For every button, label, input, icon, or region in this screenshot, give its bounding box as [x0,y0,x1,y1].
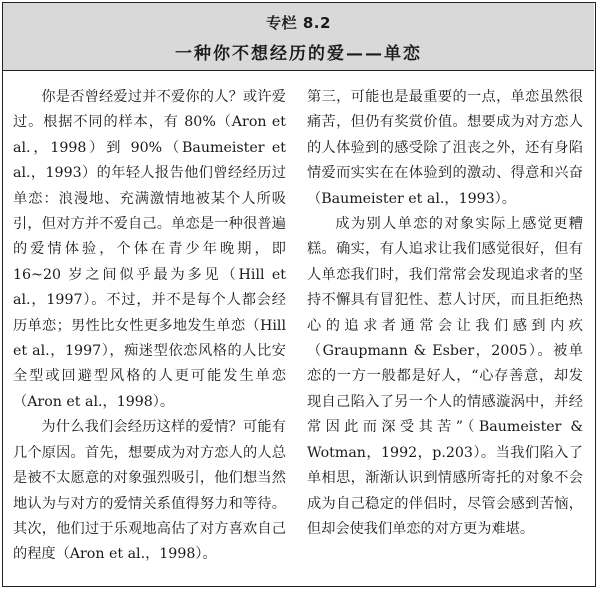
right-paragraph-2: 成为别人单恋的对象实际上感觉更糟糕。确实，有人追求让我们感觉很好，但有人单恋我们时，我们常常会发现追求者的坚持不懈具有冒犯性、惹人讨厌，而且拒绝热心的追求者通常会让我们感到内疚（Graupmann & Esber，2005）。被单恋的一方一般都是好人，“心存善意，却发现自己陷入了另一个人的情感漩涡中，并经常因此而深受其苦”（Baumeister & Wotman，1992，p.203）。当我们陷入了单相思，渐渐认识到情感所寄托的对象不会成为自己稳定的伴侣时，尽管会感到苦恼，但却会使我们单恋的对方更为难堪。 [307,216,583,537]
left-column [13,85,286,568]
right-column [307,85,583,542]
left-paragraph-2: 为什么我们会经历这样的爱情？可能有几个原因。首先，想要成为对方恋人的人总是被不太愿意的对象强烈吸引，他们想当然地认为与对方的爱情关系值得努力和等待。其次，他们过于乐观地高估了对方喜欢自己的程度（Aron et al.，1998）。 [13,419,286,563]
left-paragraph-1: 你是否曾经爱过并不爱你的人？或许爱过。根据不同的样本，有 80%（Aron et al.，1998）到 90%（Baumeister et al.，1993）的年轻人报告他们曾经经历过单恋：浪漫地、充满激情地被某个人所吸引，但对方并不爱自己。单恋是一种很普遍的爱情体验，个体在青少年晚期，即 16~20 岁之间似乎最为多见（Hill et al.，1997）。不过，并不是每个人都会经历单恋；男性比女性更多地发生单恋（Hill et al.，1997），痴迷型依恋风格的人比安全型或回避型风格的人更可能发生单恋（Aron et al.，1998）。 [13,89,286,410]
right-paragraph-1: 第三，可能也是最重要的一点，单恋虽然很痛苦，但仍有奖赏价值。想要成为对方恋人的人体验到的感受除了沮丧之外，还有身陷情爱而实实在在体验到的激动、得意和兴奋（Baumeister et al.，1993）。 [307,89,583,207]
box-label: 专栏 8.2 [266,14,331,32]
box-header [3,3,594,71]
box-title: 一种你不想经历的爱——单恋 [175,44,422,64]
